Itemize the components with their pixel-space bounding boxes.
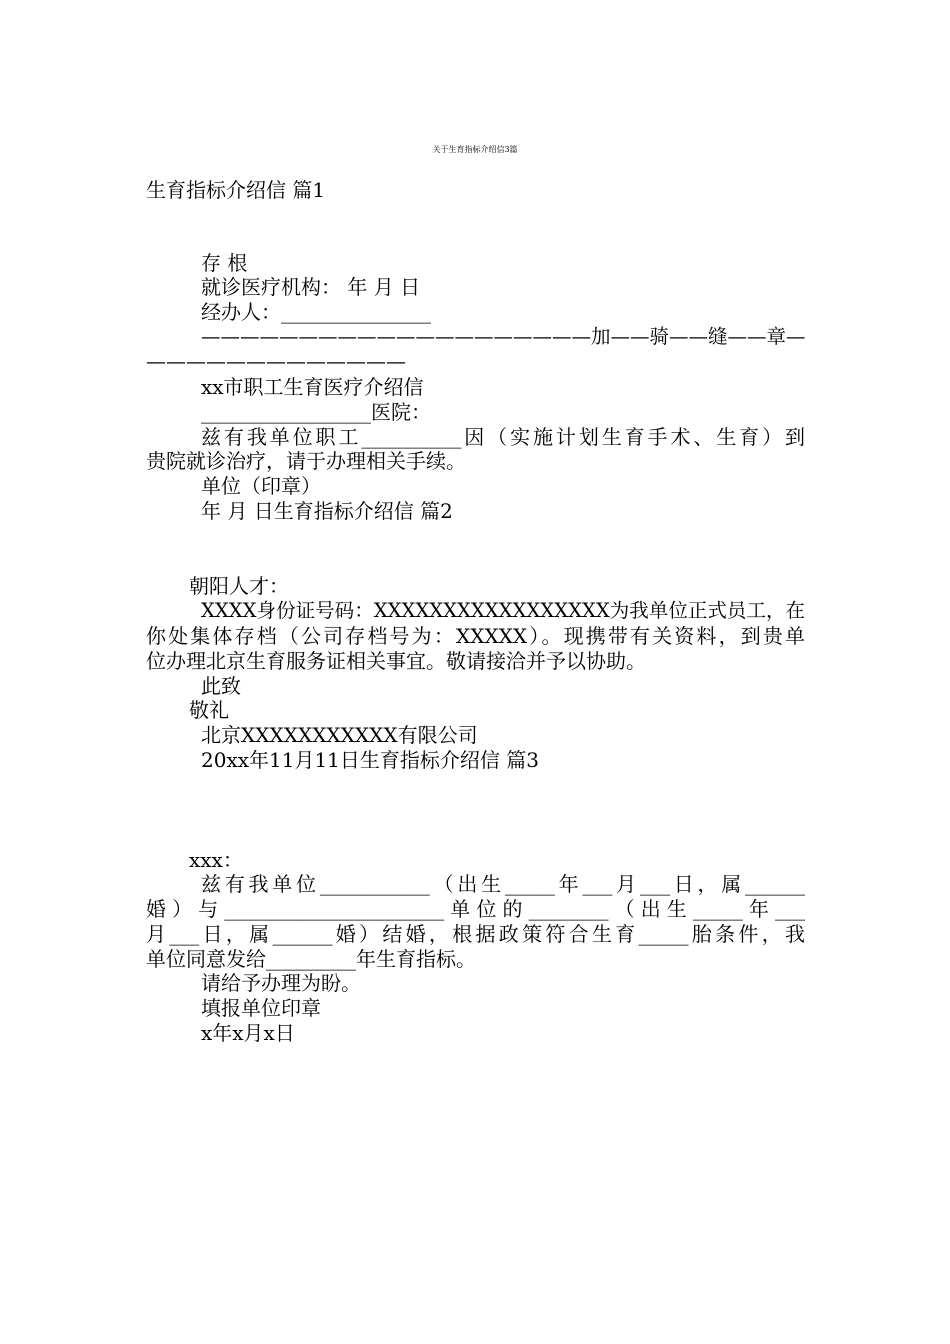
date-line: 20xx年11月11日生育指标介绍信 篇3 (201, 748, 539, 772)
clinic-line: 就诊医疗机构： 年 月 日 (201, 275, 421, 299)
body-line: 单位同意发给_________年生育指标。 (146, 947, 476, 971)
seal-line: 单位（印章） (201, 474, 321, 498)
document-title: 关于生育指标介绍信3篇 (432, 145, 518, 154)
body-line: 贵院就诊治疗，请于办理相关手续。 (146, 449, 466, 473)
seam-line: ————————————————————加——骑——缝——章— (201, 325, 806, 348)
closing-line: 敬礼 (189, 698, 229, 722)
body-line: 月___日，属______婚）结婚，根据政策符合生育_____胎条件，我 (146, 922, 805, 946)
section-heading: 生育指标介绍信 篇1 (146, 178, 326, 202)
seam-line-continued: ————————————— (146, 349, 406, 373)
date-line: x年x月x日 (201, 1021, 295, 1045)
closing-line: 此致 (201, 674, 241, 698)
stub-label: 存 根 (201, 251, 248, 275)
hospital-line: _________________医院： (201, 400, 431, 424)
company-line: 北京XXXXXXXXXXX有限公司 (201, 723, 478, 747)
salutation: xxx： (189, 848, 243, 872)
body-line: 你处集体存档（公司存档号为：XXXXX）。现携带有关资料，到贵单 (146, 624, 805, 648)
body-line: 兹有我单位职工__________因（实施计划生育手术、生育）到 (201, 425, 805, 449)
salutation: 朝阳人才： (189, 574, 289, 598)
seal-line: 填报单位印章 (201, 996, 321, 1020)
request-line: 请给予办理为盼。 (201, 971, 361, 995)
handler-line: 经办人：_______________ (201, 300, 431, 324)
letter-title: xx市职工生育医疗介绍信 (201, 375, 424, 399)
date-line: 年 月 日生育指标介绍信 篇2 (201, 499, 453, 523)
body-line: 位办理北京生育服务证相关事宜。敬请接洽并予以协助。 (146, 649, 646, 673)
body-line: 兹有我单位___________（出生_____年___月___日，属______ (201, 872, 805, 896)
body-line: XXXX身份证号码：XXXXXXXXXXXXXXXXX为我单位正式员工，在 (201, 599, 805, 622)
body-line: 婚）与______________________单位的________（出生_____年___ (146, 897, 805, 921)
